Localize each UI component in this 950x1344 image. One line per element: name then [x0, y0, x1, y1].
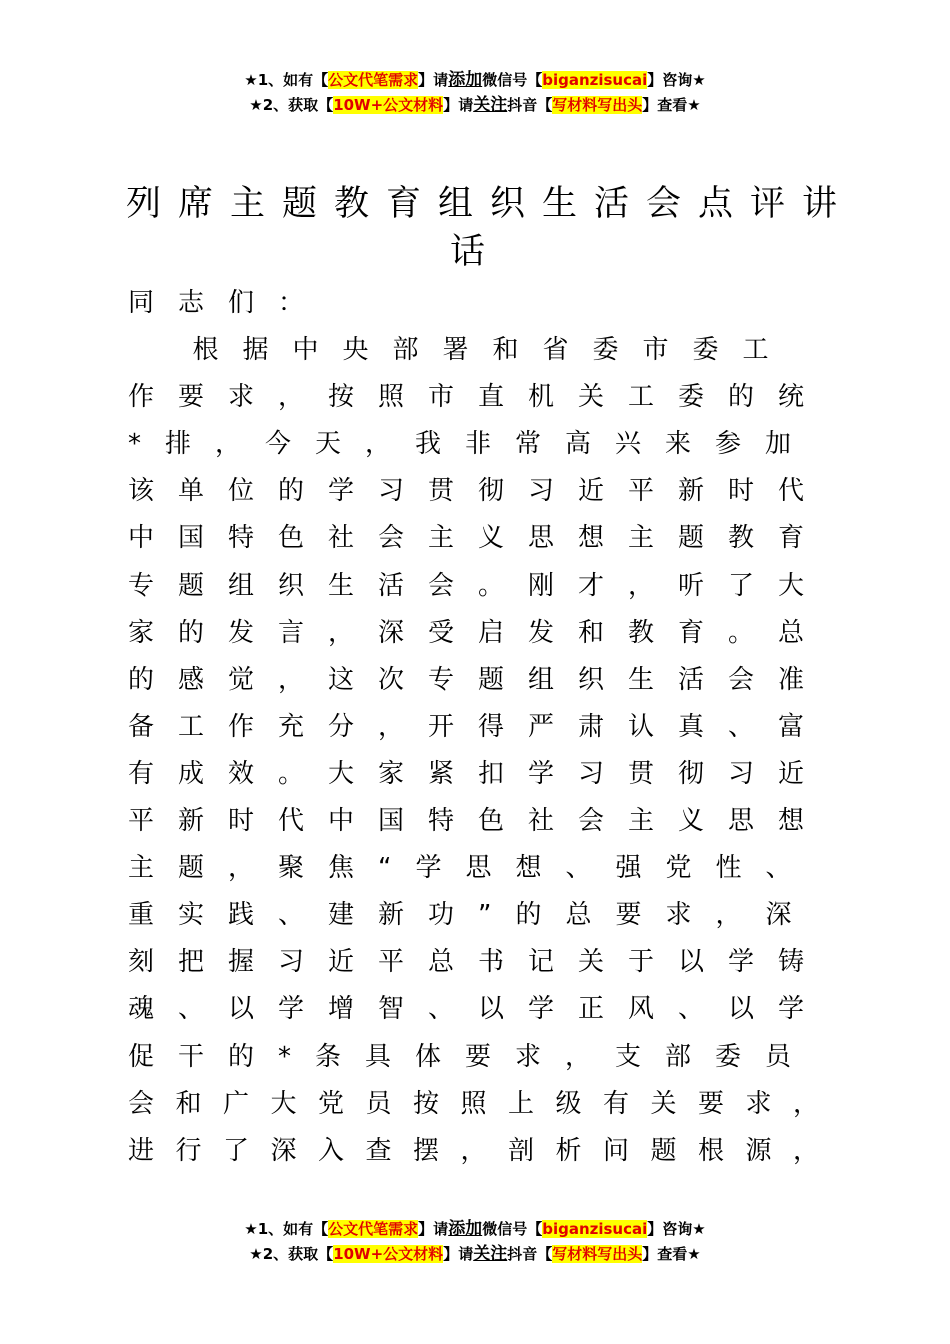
title-line: 列席主题教育组织生活会点评讲 — [126, 184, 855, 224]
promo-text: ★1、如有【 — [244, 71, 329, 89]
promo-text: 】查看★ — [642, 1245, 701, 1263]
promo-line-2 — [0, 93, 950, 118]
body-line: 刻把握习近平总书记关于以学铸 — [128, 947, 829, 978]
header-promo-banner — [0, 68, 950, 118]
promo-underline: 添加 — [448, 70, 483, 90]
promo-text: 微信号【 — [482, 71, 543, 89]
promo-text: 微信号【 — [482, 1220, 543, 1238]
promo-highlight: 写材料写出头 — [552, 1245, 643, 1263]
body-line: 平新时代中国特色社会主义思想 — [128, 806, 829, 837]
promo-line-2 — [0, 1242, 950, 1267]
body-line: *排，今天，我非常高兴来参加 — [128, 429, 816, 460]
body-line: 进行了深入查摆，剖析问题根源， — [128, 1135, 841, 1166]
body-line: 促干的*条具体要求，支部委员 — [128, 1041, 816, 1072]
promo-text: 】咨询★ — [647, 71, 706, 89]
body-line: 会和广大党员按照上级有关要求， — [128, 1088, 841, 1119]
promo-text: 】请 — [418, 71, 449, 89]
promo-line-1 — [0, 1217, 950, 1242]
promo-text: ★2、获取【 — [249, 1245, 334, 1263]
document-body — [128, 280, 888, 1175]
promo-highlight: biganzisucai — [542, 71, 648, 89]
promo-text: ★2、获取【 — [249, 96, 334, 114]
promo-highlight: biganzisucai — [542, 1220, 648, 1238]
body-line: 的感觉，这次专题组织生活会准 — [128, 664, 829, 695]
promo-highlight: 公文代笔需求 — [328, 1220, 419, 1238]
promo-text: 抖音【 — [507, 96, 553, 114]
body-line: 主题，聚焦“学思想、强党性、 — [128, 853, 816, 884]
promo-underline: 添加 — [448, 1219, 483, 1239]
body-line: 重实践、建新功”的总要求，深 — [128, 900, 816, 931]
body-line: 专题组织生活会。刚才，听了大 — [128, 570, 829, 601]
promo-highlight: 10W+公文材料 — [333, 96, 444, 114]
body-line: 魂、以学增智、以学正风、以学 — [128, 994, 829, 1025]
document-title — [126, 180, 855, 276]
body-line: 备工作充分，开得严肃认真、富 — [128, 711, 829, 742]
promo-underline: 关注 — [473, 95, 508, 115]
body-line: 家的发言，深受启发和教育。总 — [128, 617, 829, 648]
footer-promo-banner — [0, 1217, 950, 1267]
body-line: 该单位的学习贯彻习近平新时代 — [128, 476, 829, 507]
promo-highlight: 公文代笔需求 — [328, 71, 419, 89]
promo-highlight: 写材料写出头 — [552, 96, 643, 114]
title-line: 话 — [449, 232, 502, 272]
promo-line-1 — [0, 68, 950, 93]
promo-highlight: 10W+公文材料 — [333, 1245, 444, 1263]
body-line: 有成效。大家紧扣学习贯彻习近 — [128, 758, 829, 789]
promo-text: 】查看★ — [642, 96, 701, 114]
promo-text: 】咨询★ — [647, 1220, 706, 1238]
promo-text: 抖音【 — [507, 1245, 553, 1263]
body-line: 作要求，按照市直机关工委的统 — [128, 382, 829, 413]
promo-text: ★1、如有【 — [244, 1220, 329, 1238]
promo-text: 】请 — [443, 96, 474, 114]
body-line: 中国特色社会主义思想主题教育 — [128, 523, 829, 554]
promo-underline: 关注 — [473, 1244, 508, 1264]
body-line: 根据中央部署和省委市委工 — [128, 335, 793, 366]
promo-text: 】请 — [443, 1245, 474, 1263]
salutation: 同志们： — [128, 288, 329, 318]
promo-text: 】请 — [418, 1220, 449, 1238]
